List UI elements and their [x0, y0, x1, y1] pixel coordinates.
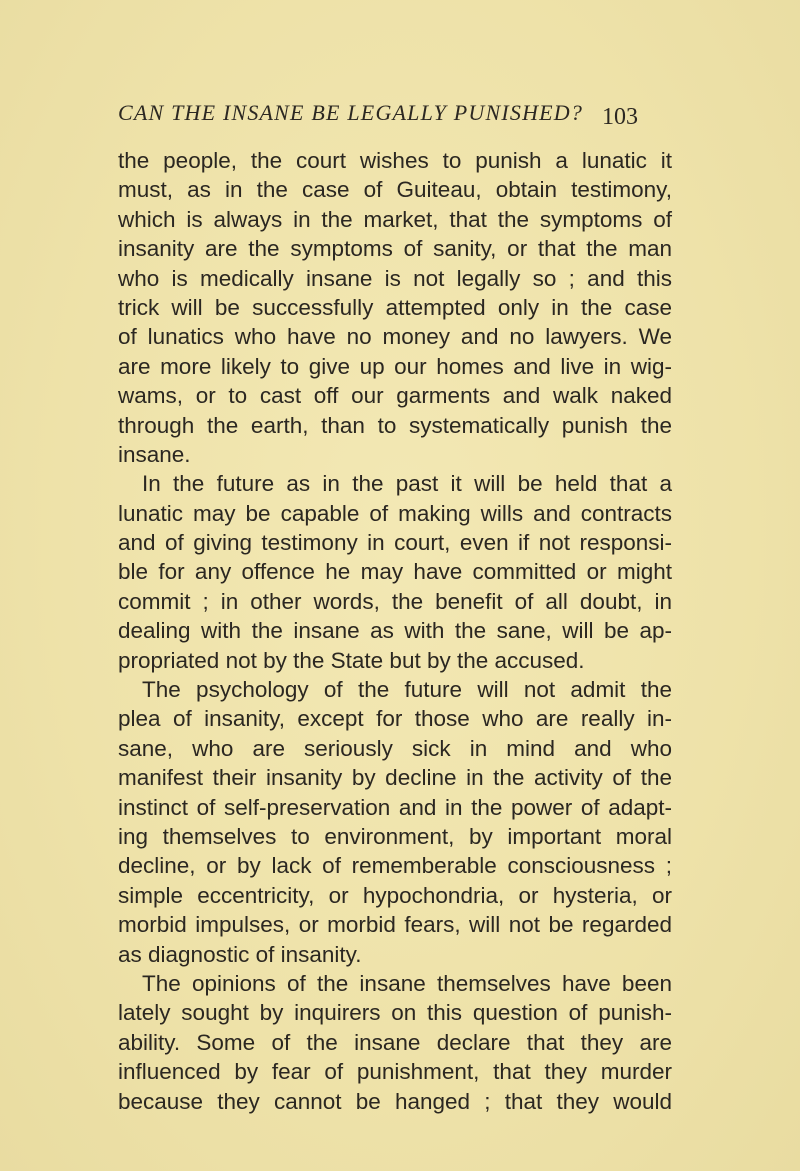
text-line: as diagnostic of insanity. [118, 941, 362, 967]
body-text [118, 146, 672, 1116]
text-line: propriated not by the State but by the accused. [118, 647, 585, 673]
text-line: decline, or by lack of rememberable consciousness ; [118, 853, 672, 879]
text-line: the people, the court wishes to punish a lunatic it [118, 148, 672, 173]
paragraph-start: The psychology of the future will not admit the [142, 677, 672, 703]
text-line: simple eccentricity, or hypochondria, or hysteria, or [118, 882, 672, 908]
text-line: trick will be successfully attempted only in the case [118, 294, 672, 320]
text-line: sane, who are seriously sick in mind and who [118, 735, 672, 761]
text-line: must, as in the case of Guiteau, obtain testimony, [118, 177, 672, 203]
text-line: lunatic may be capable of making wills and contracts [118, 500, 672, 526]
page-number: 103 [602, 104, 638, 130]
text-line: ability. Some of the insane declare that they are [118, 1029, 672, 1055]
text-line: insanity are the symptoms of sanity, or that the man [118, 236, 672, 262]
text-line: ing themselves to environment, by important moral [118, 823, 672, 849]
text-line: who is medically insane is not legally so ; and this [118, 265, 672, 291]
text-line: instinct of self-preservation and in the power of adapt- [118, 794, 672, 820]
running-head [118, 100, 758, 134]
text-line: manifest their insanity by decline in the activity of the [118, 765, 672, 791]
text-line: influenced by fear of punishment, that they murder [118, 1059, 672, 1085]
running-head-title: CAN THE INSANE BE LEGALLY PUNISHED? [118, 100, 584, 125]
paragraph-start: In the future as in the past it will be held that a [142, 471, 672, 497]
text-line: insane. [118, 441, 191, 467]
text-line: plea of insanity, except for those who are really in- [118, 706, 672, 732]
text-line: because they cannot be hanged ; that they would [118, 1088, 672, 1114]
paragraph-start: The opinions of the insane themselves have been [142, 970, 672, 996]
text-line: and of giving testimony in court, even if not responsi- [118, 530, 672, 556]
text-line: of lunatics who have no money and no lawyers. We [118, 324, 672, 350]
text-line: commit ; in other words, the benefit of all doubt, in [118, 588, 672, 614]
text-line: ble for any offence he may have committed or might [118, 559, 672, 585]
text-line: are more likely to give up our homes and live in wig- [118, 353, 672, 379]
text-line: wams, or to cast off our garments and walk naked [118, 383, 672, 409]
text-line: lately sought by inquirers on this question of punish- [118, 1000, 672, 1026]
text-line: which is always in the market, that the symptoms of [118, 206, 672, 232]
text-line: morbid impulses, or morbid fears, will not be regarded [118, 912, 672, 938]
text-line: dealing with the insane as with the sane, will be ap- [118, 618, 672, 644]
text-line: through the earth, than to systematically punish the [118, 412, 672, 438]
